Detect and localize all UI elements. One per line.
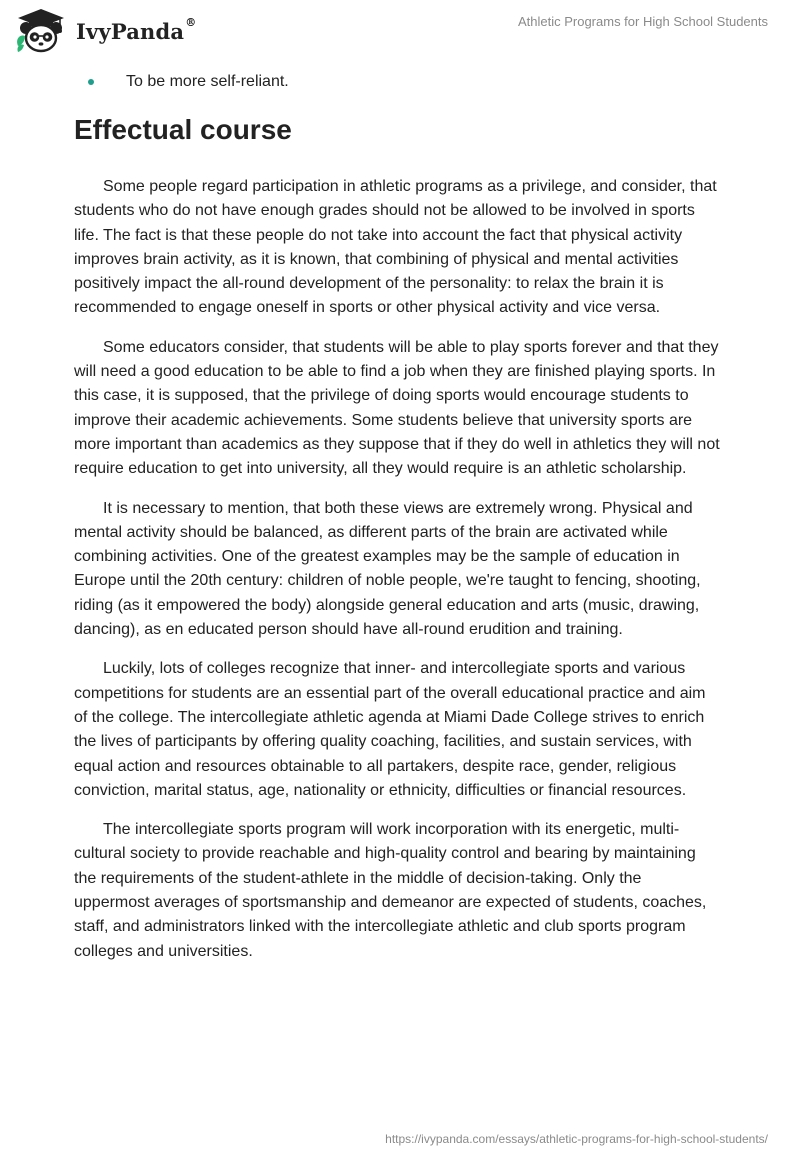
article-body — [74, 175, 720, 979]
brand-name: IvyPanda® — [76, 15, 197, 44]
paragraph: It is necessary to mention, that both these views are extremely wrong. Physical and mental activity should be balanced, as different parts of the brain are activated while combining activities. One of the greatest examples may be the sample of education in Europe until the 20th century: children of noble people, we're taught to fencing, shooting, riding (as it empowered the body) alongside general education and arts (music, drawing, dancing), as en educated person should have all-round erudition and training. — [74, 499, 701, 639]
list-item-text: To be more self-reliant. — [126, 73, 289, 90]
section-heading: Effectual course — [74, 114, 292, 145]
panda-graduate-icon — [14, 8, 68, 54]
document-title: Athletic Programs for High School Students — [517, 14, 768, 29]
footer-url: https://ivypanda.com/essays/athletic-programs-for-high-school-students/ — [385, 1132, 768, 1146]
paragraph: Some people regard participation in athletic programs as a privilege, and consider, that students who do not have enough grades should not be allowed to be involved in sports life. The fact is that these people do not take into account the fact that physical activity improves brain activity, as it is known, that combining of physical and mental activities positively impact the all-round development of the personality: to relax the brain it is recommended to engage oneself in sports or other physical activity and vice versa. — [74, 178, 717, 317]
registered-mark: ® — [185, 15, 197, 29]
list-item — [88, 73, 289, 91]
paragraph: The intercollegiate sports program will work incorporation with its energetic, multi-cultural society to provide reachable and high-quality control and bearing by maintaining the requirements of the student-athlete in the middle of decision-taking. Only the uppermost averages of sportsmanship and demeanor are expected of students, coaches, staff, and administrators linked with the intercollegiate athletic and club sports program colleges and universities. — [74, 821, 707, 960]
bullet-icon — [88, 79, 94, 85]
ivypanda-logo[interactable] — [14, 8, 196, 54]
paragraph: Luckily, lots of colleges recognize that inner- and intercollegiate sports and various competitions for students are an essential part of the overall educational practice and aim of the college. The intercollegiate athletic agenda at Miami Dade College strives to enrich the lives of participants by offering quality coaching, facilities, and sustain services, with equal action and resources obtainable to all partakers, despite race, gender, religious conviction, marital status, age, nationality or ethnicity, difficulties or financial resources. — [74, 660, 706, 799]
paragraph: Some educators consider, that students will be able to play sports forever and that they will need a good education to be able to find a job when they are finished playing sports. In this case, it is supposed, that the privilege of doing sports would encourage students to improve their academic achievements. Some students believe that university sports are more important than academics as they suppose that if they do well in athletics they will not require education to get into university, all they would require is an athletic scholarship. — [74, 338, 720, 478]
page-header — [0, 0, 800, 62]
